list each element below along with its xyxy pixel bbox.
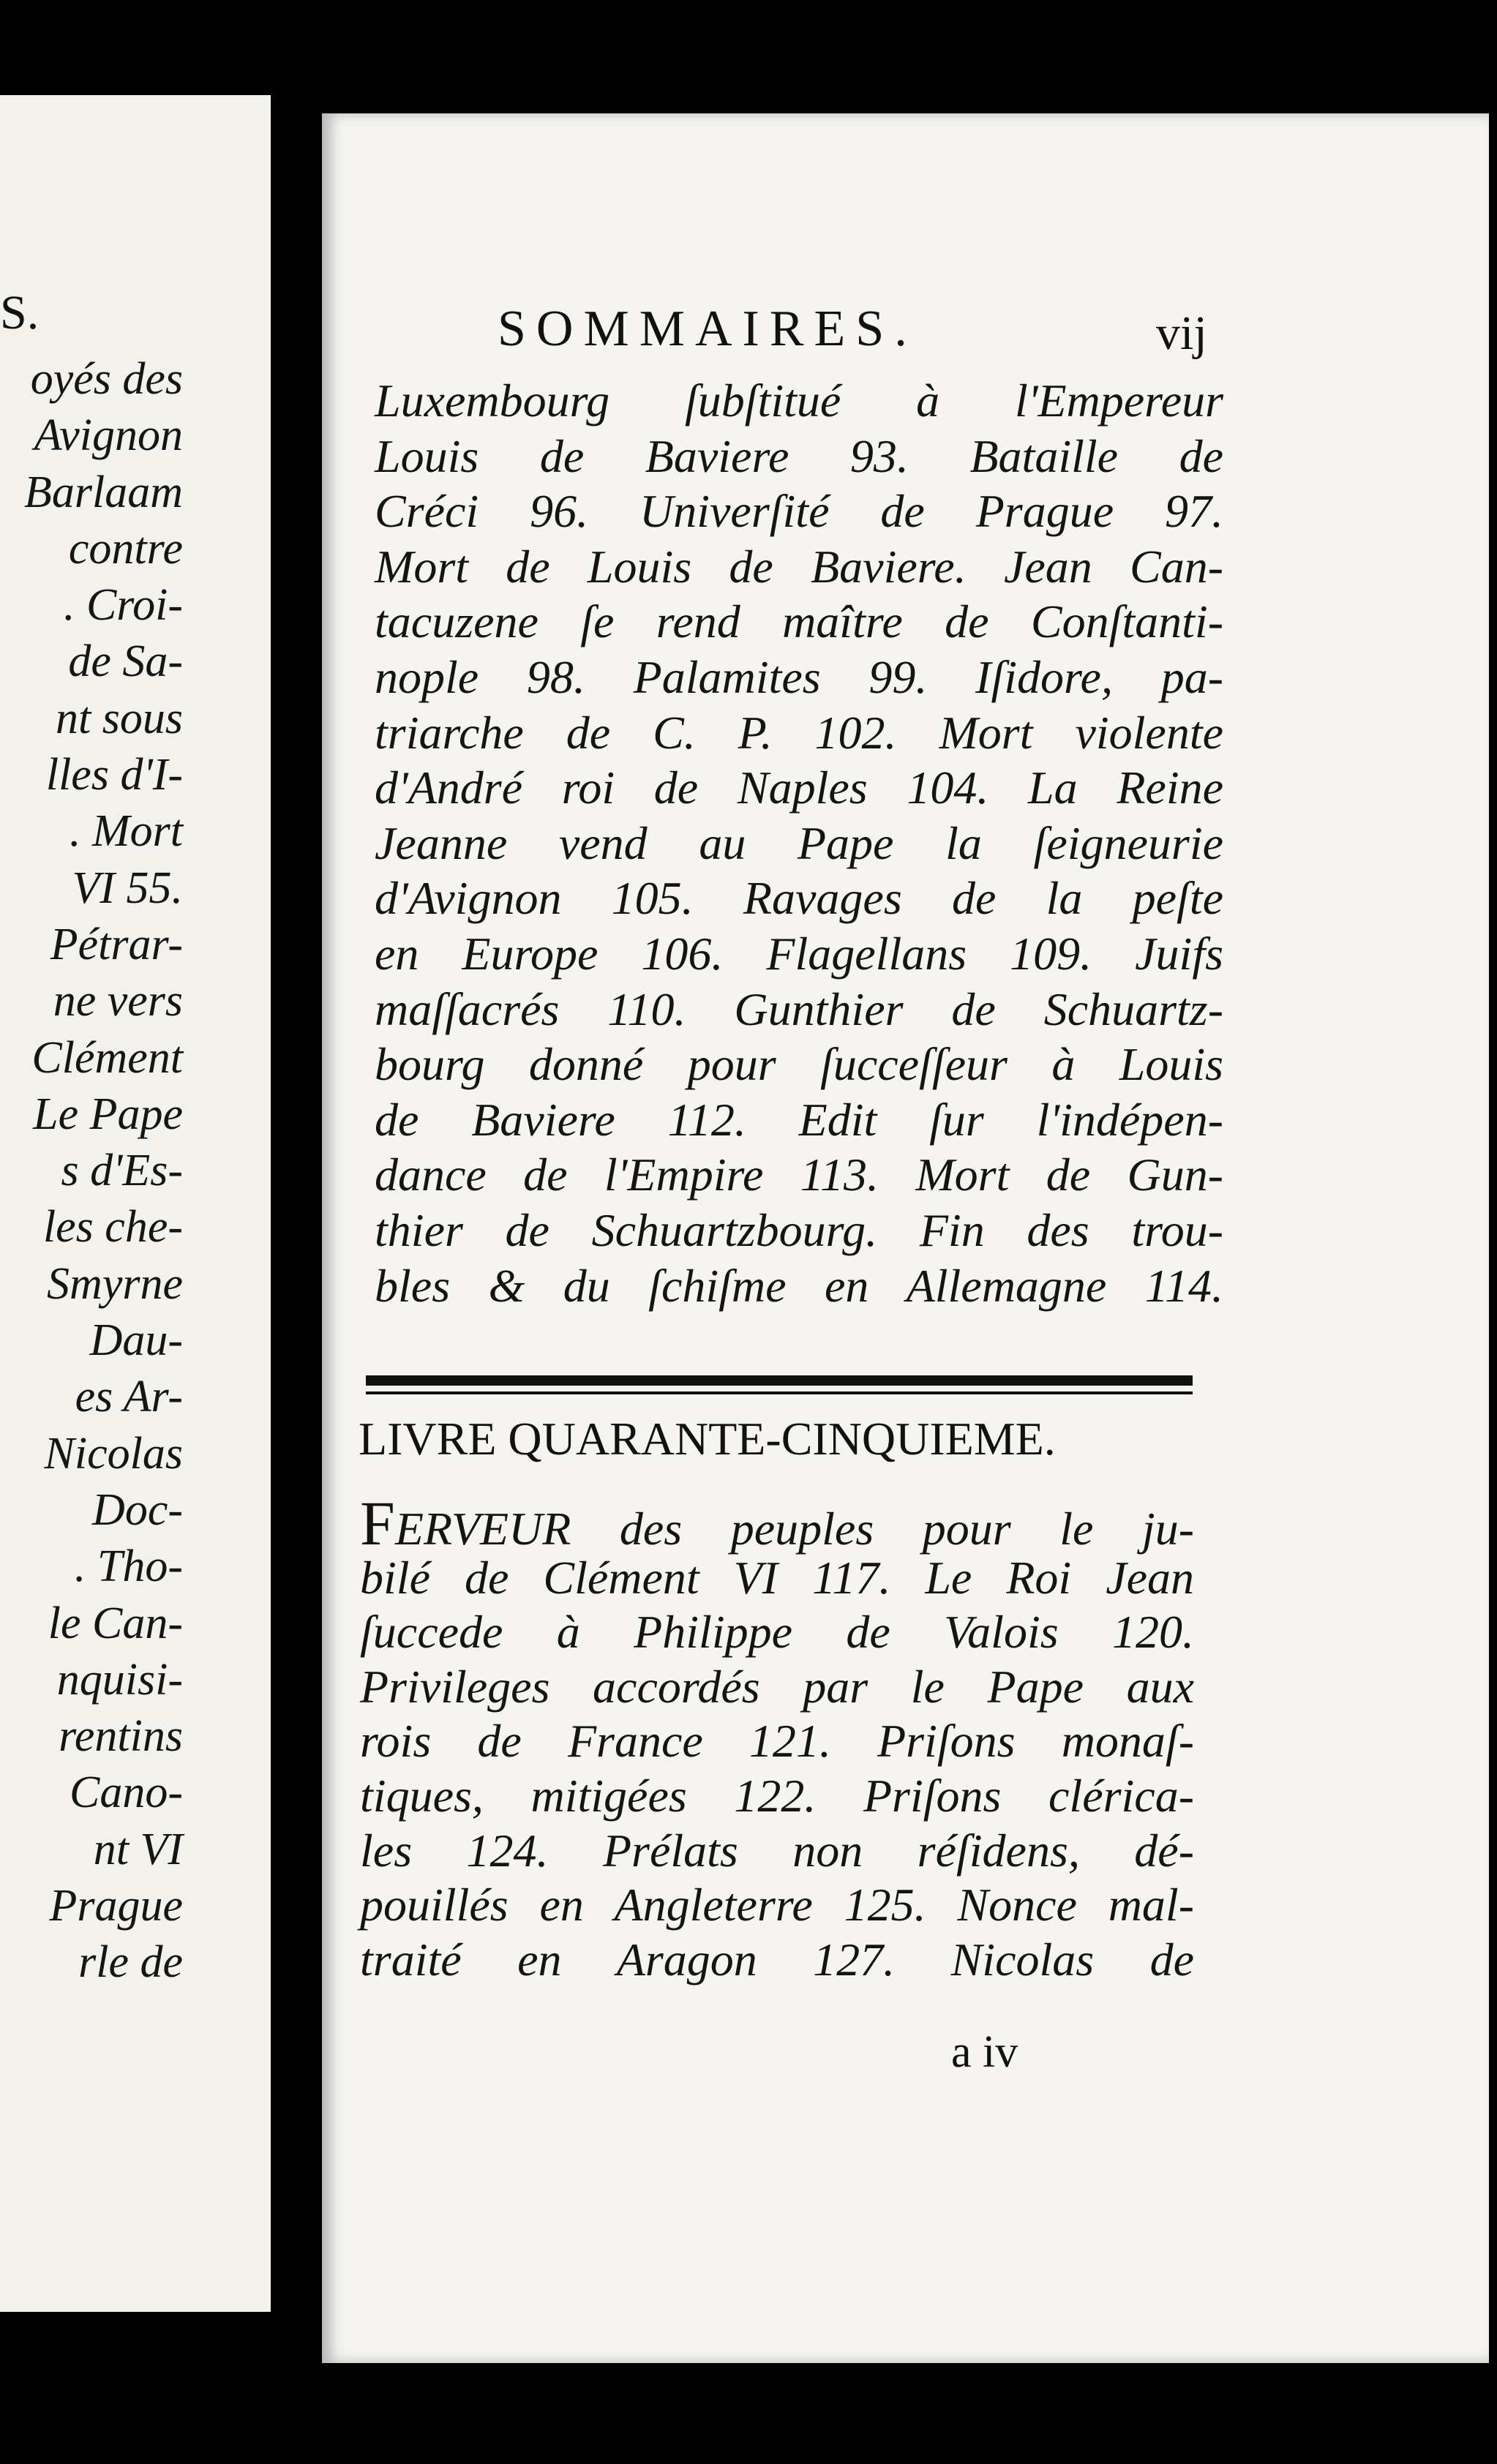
- book-line-text: des peuples pour le ju-: [571, 1503, 1194, 1555]
- left-text-line: Avignon: [34, 410, 183, 461]
- book-line: tiques, mitigées 122. Priſons clérica-: [360, 1769, 1194, 1822]
- left-text-line: Barlaam: [24, 467, 183, 517]
- left-text-line: de Sa-: [68, 636, 183, 687]
- summary-line: triarche de C. P. 102. Mort violente: [375, 706, 1223, 759]
- left-text-line: Clément: [31, 1032, 183, 1083]
- left-text-line: le Can-: [48, 1598, 183, 1648]
- left-text-line: Cano-: [70, 1768, 183, 1818]
- running-head: SOMMAIRES.: [498, 301, 918, 357]
- left-text-line: s d'Es-: [61, 1146, 183, 1196]
- summary-line: de Baviere 112. Edit ſur l'indépen-: [375, 1093, 1223, 1146]
- section-rule-thin: [366, 1391, 1193, 1394]
- summary-line: d'Avignon 105. Ravages de la peſte: [375, 872, 1223, 925]
- summary-line: en Europe 106. Flagellans 109. Juifs: [375, 927, 1223, 980]
- section-rule-thick: [366, 1375, 1193, 1386]
- left-text-line: . Mort: [70, 806, 183, 857]
- left-text-line: lles d'I-: [45, 750, 183, 800]
- summary-line: Mort de Louis de Baviere. Jean Can-: [375, 540, 1223, 593]
- summary-line: tacuzene ſe rend maître de Conſtanti-: [375, 596, 1223, 648]
- left-text-line: es Ar-: [75, 1372, 183, 1422]
- first-word-rest: ERVEUR: [394, 1503, 571, 1555]
- left-running-head: S.: [0, 286, 40, 339]
- left-text-line: les che-: [42, 1202, 183, 1252]
- left-text-line: Pétrar-: [50, 919, 183, 969]
- left-text-line: nt VI: [93, 1824, 183, 1874]
- summary-line: Créci 96. Univerſité de Prague 97.: [375, 485, 1223, 538]
- book-line: rois de France 121. Priſons monaſ-: [360, 1715, 1194, 1768]
- book-line: Privileges accordés par le Pape aux: [360, 1660, 1194, 1713]
- left-page-fragment: [0, 95, 271, 2312]
- book-heading: LIVRE QUARANTE-CINQUIEME.: [359, 1413, 1056, 1465]
- summary-line: dance de l'Empire 113. Mort de Gun-: [375, 1149, 1223, 1201]
- book-line: pouillés en Angleterre 125. Nonce mal-: [360, 1879, 1194, 1931]
- left-text-line: Nicolas: [44, 1428, 183, 1479]
- initial-letter: F: [360, 1488, 395, 1558]
- book-line: traité en Aragon 127. Nicolas de: [360, 1933, 1194, 1986]
- left-text-line: nquisi-: [56, 1654, 183, 1705]
- summary-line: nople 98. Palamites 99. Iſidore, pa-: [375, 650, 1223, 703]
- summary-line: thier de Schuartzbourg. Fin des trou-: [375, 1203, 1223, 1256]
- left-text-line: rentins: [59, 1711, 183, 1762]
- summary-line: Jeanne vend au Pape la ſeigneurie: [375, 816, 1223, 869]
- summary-line: d'André roi de Naples 104. La Reine: [375, 762, 1223, 814]
- left-text-line: . Tho-: [74, 1541, 183, 1592]
- left-text-line: Doc-: [92, 1484, 183, 1535]
- summary-line: bles & du ſchiſme en Allemagne 114.: [375, 1259, 1223, 1312]
- summary-line: maſſacrés 110. Gunthier de Schuartz-: [375, 983, 1223, 1035]
- left-text-line: contre: [68, 523, 183, 574]
- left-text-line: oyés des: [30, 354, 183, 404]
- left-text-column: [0, 351, 183, 1991]
- left-text-line: Smyrne: [47, 1258, 183, 1309]
- left-text-line: Prague: [49, 1881, 183, 1931]
- book-summary-paragraph: [360, 1488, 1194, 1987]
- signature-mark: a iv: [951, 2027, 1018, 2077]
- left-text-line: . Croi-: [63, 580, 183, 631]
- summary-line: Louis de Baviere 93. Bataille de: [375, 429, 1223, 482]
- book-line-first: [360, 1488, 1194, 1558]
- summary-paragraph: [375, 373, 1223, 1313]
- left-text-line: nt sous: [56, 693, 183, 743]
- book-gutter: [278, 102, 322, 2370]
- book-line: ſuccede à Philippe de Valois 120.: [360, 1606, 1194, 1659]
- summary-line: bourg donné pour ſucceſſeur à Louis: [375, 1038, 1223, 1091]
- left-text-line: ne vers: [53, 976, 183, 1026]
- left-text-line: Le Pape: [33, 1089, 183, 1139]
- left-text-line: VI 55.: [72, 863, 183, 913]
- left-text-line: Dau-: [89, 1315, 183, 1366]
- left-text-line: rle de: [78, 1937, 183, 1988]
- page-number: vij: [1156, 307, 1207, 360]
- book-line: bilé de Clément VI 117. Le Roi Jean: [360, 1551, 1194, 1604]
- summary-line: Luxembourg ſubſtitué à l'Empereur: [375, 375, 1223, 427]
- book-line: les 124. Prélats non réſidens, dé-: [360, 1824, 1194, 1877]
